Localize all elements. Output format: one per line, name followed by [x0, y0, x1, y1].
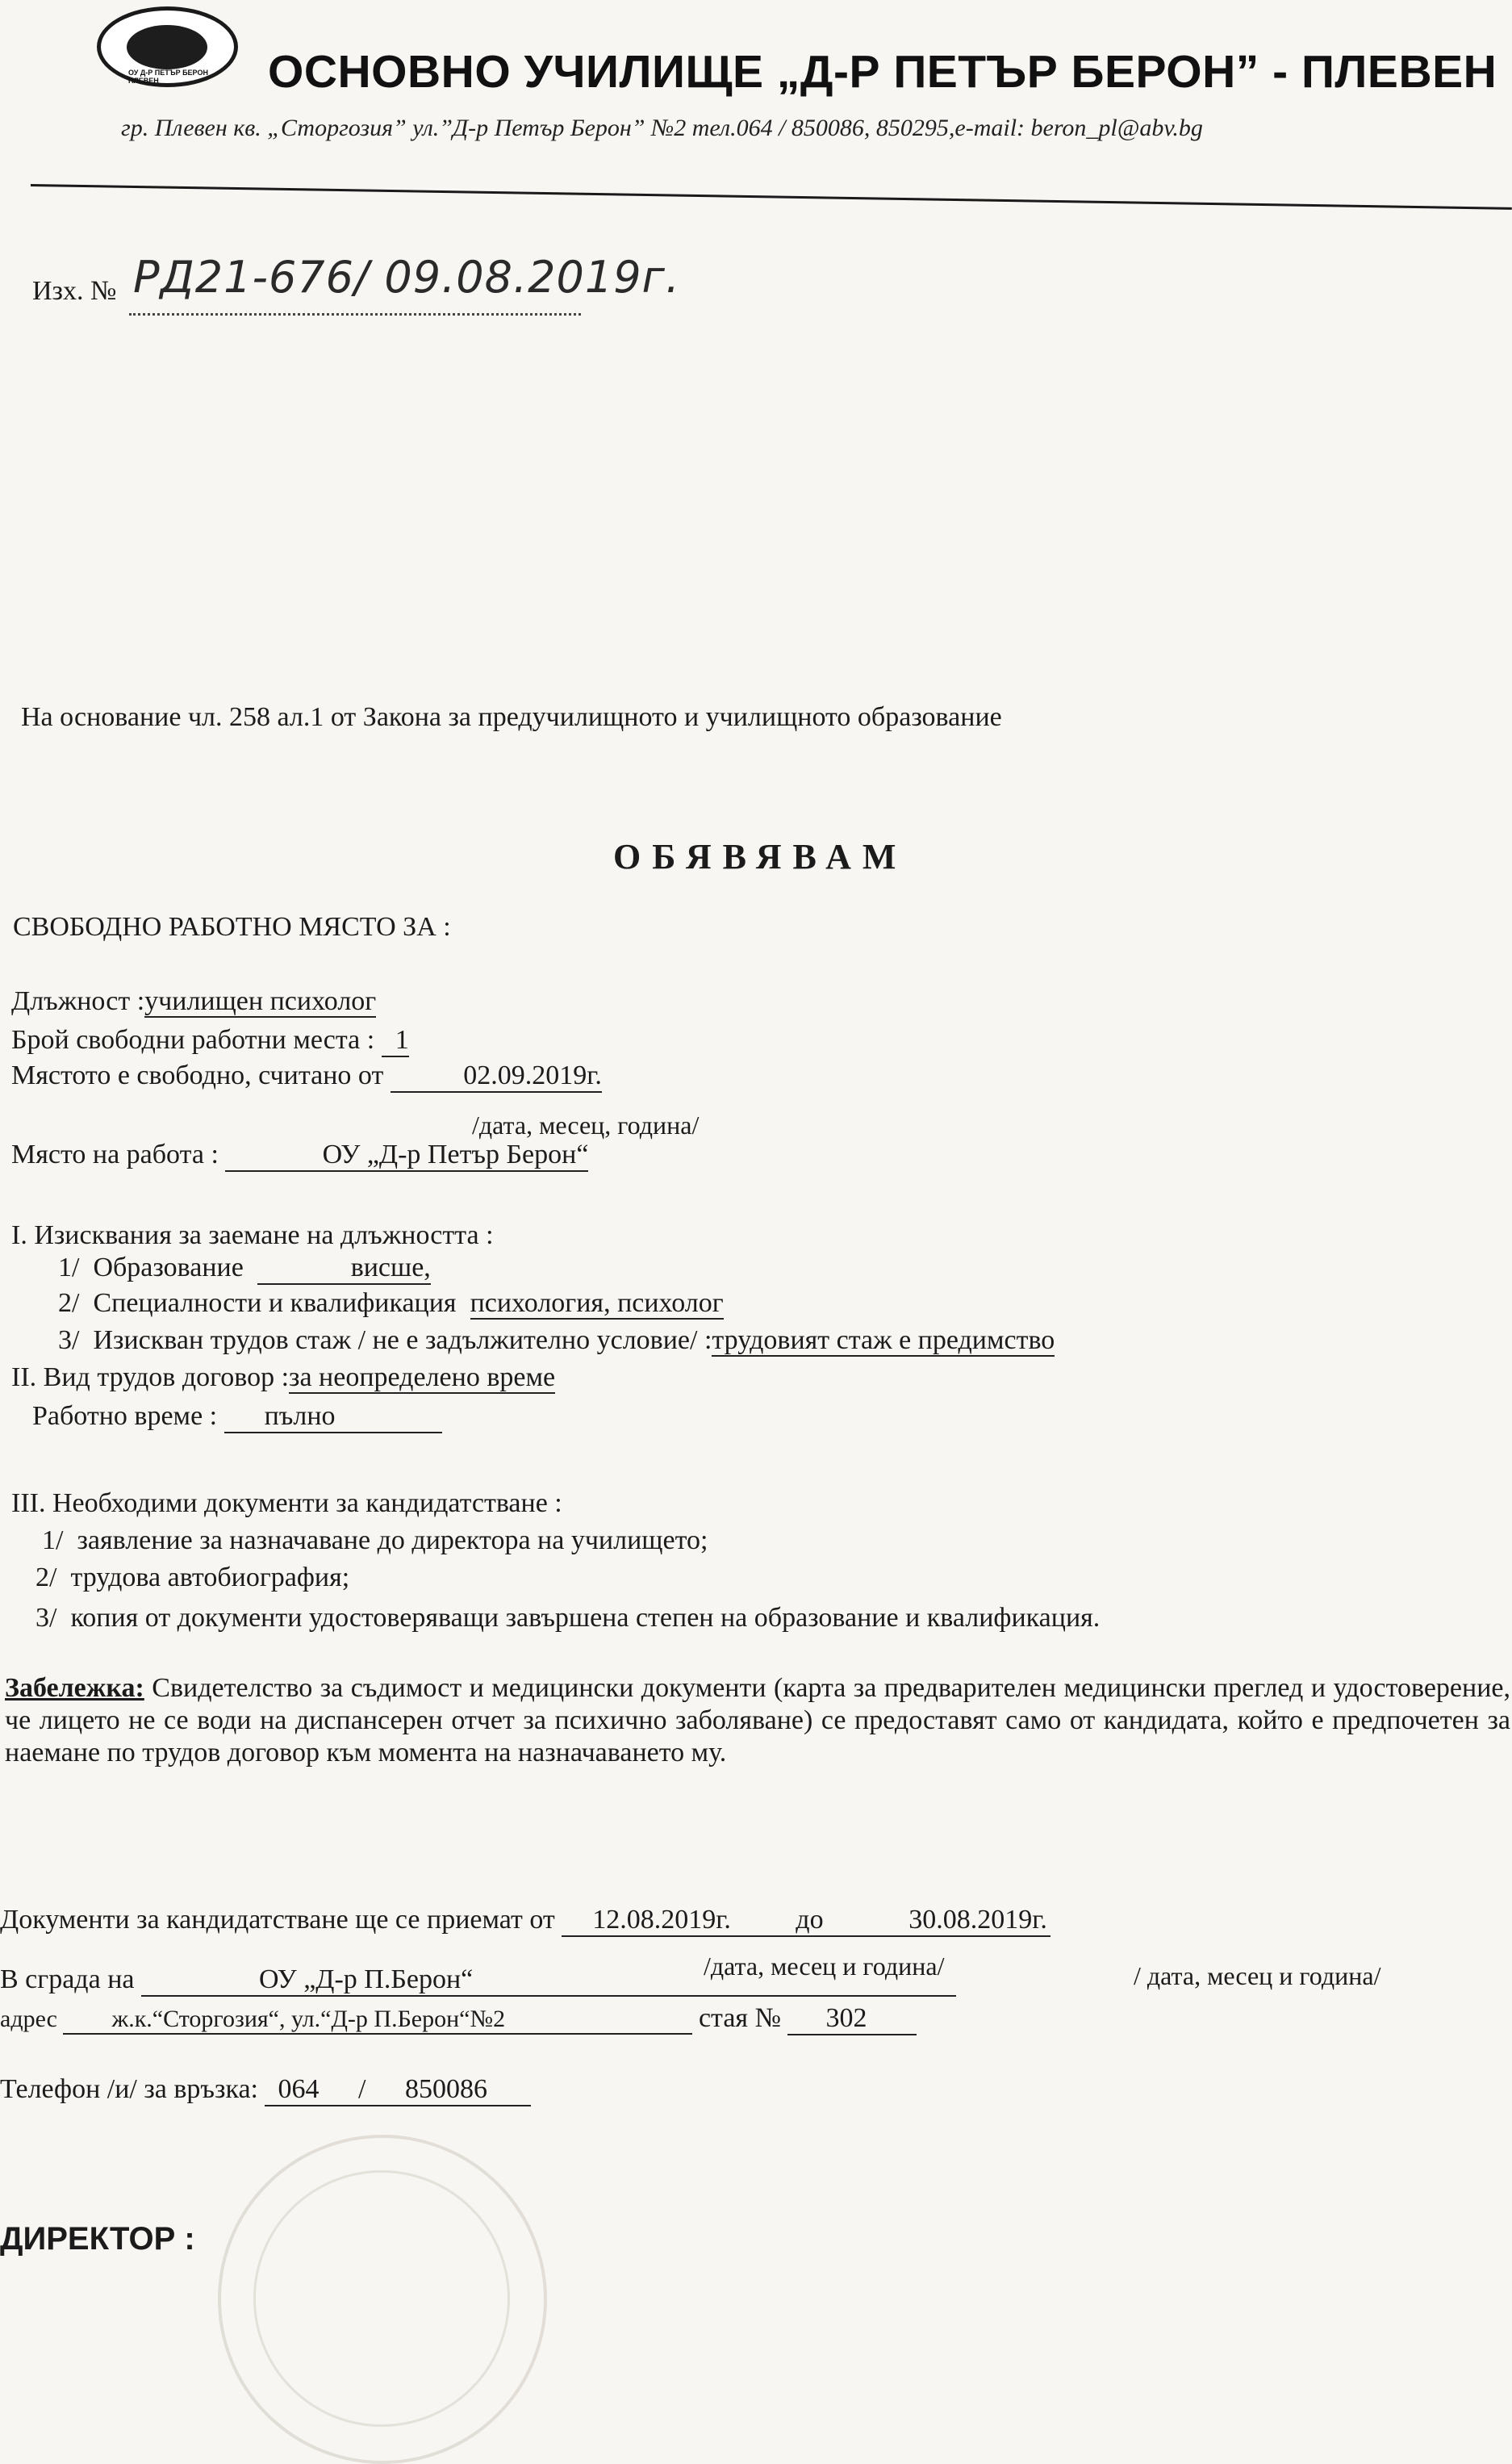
document-num: 3/ [36, 1603, 57, 1633]
stamp-inner-ring [253, 2170, 510, 2427]
accepted-to-value: 30.08.2019г. [868, 1905, 1050, 1937]
contract-label: II. Вид трудов договор : [11, 1362, 290, 1392]
accepted-from-value: 12.08.2019г. [562, 1905, 779, 1937]
page-title: ОБЯВЯВАМ [613, 837, 908, 876]
building-row [0, 1964, 956, 1997]
document-item [36, 1603, 1100, 1634]
free-from-row [11, 1060, 602, 1093]
requirement-label: Специалности и квалификация [93, 1288, 457, 1318]
stamp-impression [218, 2135, 547, 2464]
requirement-item [58, 1253, 431, 1285]
director-label: ДИРЕКТОР : [0, 2221, 195, 2257]
accepted-row [0, 1905, 1050, 1937]
accepted-label: Документи за кандидатстване ще се приемат от [0, 1905, 555, 1935]
position-row [11, 986, 376, 1017]
contract-row [11, 1362, 555, 1393]
position-label: Длъжност : [11, 986, 145, 1016]
free-from-label: Мястото е свободно, считано от [11, 1060, 384, 1090]
requirement-label: Изискван трудов стаж / не е задължително условие/ : [93, 1325, 712, 1355]
note-label: Забележка: [5, 1673, 144, 1703]
requirement-item [58, 1325, 1055, 1356]
phone-code: 064 [278, 2074, 320, 2104]
workplace-label: Място на работа : [11, 1140, 219, 1169]
phone-label: Телефон /и/ за връзка: [0, 2074, 258, 2104]
requirement-label: Образование [93, 1253, 244, 1282]
reference-label: Изх. № [32, 276, 117, 306]
work-time-value: пълно [224, 1401, 442, 1433]
workplace-value: ОУ „Д-р Петър Берон“ [225, 1140, 588, 1172]
requirement-item [58, 1288, 724, 1319]
workplace-row [11, 1140, 588, 1172]
building-value: ОУ „Д-р П.Берон“ [141, 1964, 956, 1997]
document-item [36, 1562, 349, 1593]
free-from-value: 02.09.2019г. [391, 1060, 602, 1093]
logo-emblem [127, 25, 207, 69]
room-value: 302 [787, 2003, 917, 2035]
note-text: Свидетелство за съдимост и медицински документи (карта за предварителен медицински преглед и удостоверение, че лицето не се води на диспансерен отчет за психично заболяване) се предоставят само от кандидата, който е предпочетен за наемане по трудов договор към момента на назначаването му. [5, 1673, 1510, 1767]
building-label: В сграда на [0, 1964, 135, 1994]
documents-heading: III. Необходими документи за кандидатстване : [11, 1488, 562, 1518]
count-row [11, 1025, 409, 1057]
requirement-value: висше, [257, 1253, 431, 1285]
phone-number: 850086 [404, 2074, 487, 2104]
work-time-row [32, 1401, 442, 1433]
reference-handwritten: РД21-676/ 09.08.2019г. [133, 252, 681, 303]
accepted-to-label: до [779, 1905, 868, 1937]
document-text: копия от документи удостоверяващи завършена степен на образование и квалификация. [70, 1603, 1101, 1633]
school-address: гр. Плевен кв. „Сторгозия” ул.”Д-р Петър Берон” №2 тел.064 / 850086, 850295,e-mail: beron_pl@abv.bg [121, 115, 1203, 141]
to-date-hint: / дата, месец и година/ [1134, 1961, 1381, 1990]
address-row [0, 2003, 917, 2035]
room-label: стая № [698, 2003, 782, 2033]
address-label: адрес [0, 2006, 57, 2032]
legal-basis: На основание чл. 258 ал.1 от Закона за предучилищното и училищното образование [21, 702, 1002, 732]
free-from-hint: /дата, месец, година/ [472, 1111, 700, 1140]
document-text: заявление за назначаване до директора на училището; [77, 1525, 708, 1555]
document-item [42, 1525, 708, 1556]
from-date-hint: /дата, месец и година/ [704, 1952, 945, 1981]
header-divider [31, 184, 1512, 210]
requirement-num: 3/ [58, 1325, 80, 1355]
document-text: трудова автобиография; [70, 1562, 350, 1592]
reference-dotted-line [129, 313, 581, 316]
document-num: 2/ [36, 1562, 57, 1592]
subtitle: СВОБОДНО РАБОТНО МЯСТО ЗА : [13, 912, 451, 942]
requirement-num: 1/ [58, 1253, 80, 1282]
address-value: ж.к.“Сторгозия“, ул.“Д-р П.Берон“№2 [63, 2006, 692, 2035]
document-num: 1/ [42, 1525, 64, 1555]
school-name: ОСНОВНО УЧИЛИЩЕ „Д-Р ПЕТЪР БЕРОН” - ПЛЕВЕН [268, 46, 1497, 98]
contract-value: за неопределено време [289, 1362, 556, 1392]
note-paragraph [5, 1672, 1510, 1769]
count-value: 1 [382, 1025, 409, 1057]
phone-row [0, 2074, 531, 2106]
count-label: Брой свободни работни места : [11, 1025, 375, 1055]
requirement-value: трудовият стаж е предимство [712, 1325, 1055, 1355]
phone-separator: / [357, 2074, 366, 2104]
work-time-label: Работно време : [32, 1401, 218, 1431]
phone-value [265, 2074, 531, 2106]
logo-text: ОУ Д-Р ПЕТЪР БЕРОН ПЛЕВЕН [128, 69, 208, 85]
requirement-num: 2/ [58, 1288, 80, 1318]
position-value: училищен психолог [144, 986, 377, 1016]
school-logo [97, 6, 238, 87]
requirements-heading: I. Изисквания за заемане на длъжността : [11, 1220, 494, 1250]
requirement-value: психология, психолог [470, 1288, 724, 1318]
